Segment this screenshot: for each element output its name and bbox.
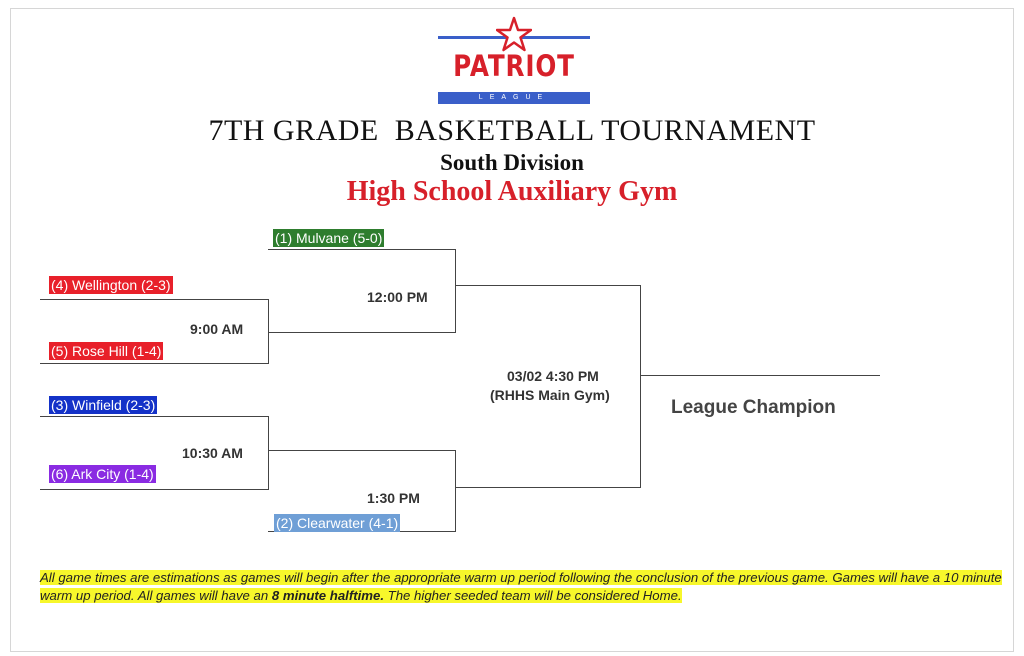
team-wellington: (4) Wellington (2-3)	[51, 277, 171, 293]
bracket-line-champion	[640, 375, 880, 376]
game-time-g1: 9:00 AM	[190, 321, 244, 337]
logo-subtitle: LEAGUE	[438, 92, 590, 104]
bracket-line-wellington	[40, 299, 269, 300]
bracket-line-g4-winner	[455, 487, 641, 488]
bracket-line-g3-winner	[455, 285, 641, 286]
bracket-connector-final	[640, 285, 641, 488]
champion-label: League Champion	[671, 397, 836, 418]
bracket-line-rosehill	[40, 363, 269, 364]
division-title: South Division	[440, 150, 584, 175]
bracket-line-mulvane	[268, 249, 456, 250]
bracket-connector-g3	[455, 249, 456, 333]
team-rosehill: (5) Rose Hill (1-4)	[51, 343, 162, 359]
final-game-venue: (RHHS Main Gym)	[490, 387, 610, 403]
patriot-league-logo	[436, 16, 592, 106]
team-mulvane: (1) Mulvane (5-0)	[275, 230, 383, 246]
game-time-g2: 10:30 AM	[182, 445, 243, 461]
bracket-line-g2-winner	[268, 450, 456, 451]
bracket-connector-g4	[455, 450, 456, 532]
logo-wordmark: PATRIOT	[453, 49, 575, 83]
game-time-g4: 1:30 PM	[367, 490, 420, 506]
bracket-line-arkcity	[40, 489, 269, 490]
bracket-connector-g2	[268, 416, 269, 490]
footnote	[40, 569, 1008, 605]
footnote-bold: 8 minute halftime.	[271, 588, 384, 603]
page-title: 7TH GRADE BASKETBALL TOURNAMENT	[208, 114, 816, 147]
team-arkcity: (6) Ark City (1-4)	[51, 466, 154, 482]
bracket-line-winfield	[40, 416, 269, 417]
team-clearwater: (2) Clearwater (4-1)	[276, 515, 399, 531]
footnote-text-end: The higher seeded team will be considered Home.	[384, 588, 682, 603]
game-time-g3: 12:00 PM	[367, 289, 428, 305]
bracket-line-g1-winner	[268, 332, 456, 333]
venue-title: High School Auxiliary Gym	[346, 176, 678, 207]
footnote-text: All game times are estimations as games will begin after the appropriate warm up period following the conclusion of the previous game. Games will have a 10 minute warm up period. All games will have an	[40, 570, 1002, 603]
team-winfield: (3) Winfield (2-3)	[51, 397, 156, 413]
final-game-date: 03/02 4:30 PM	[507, 368, 599, 384]
